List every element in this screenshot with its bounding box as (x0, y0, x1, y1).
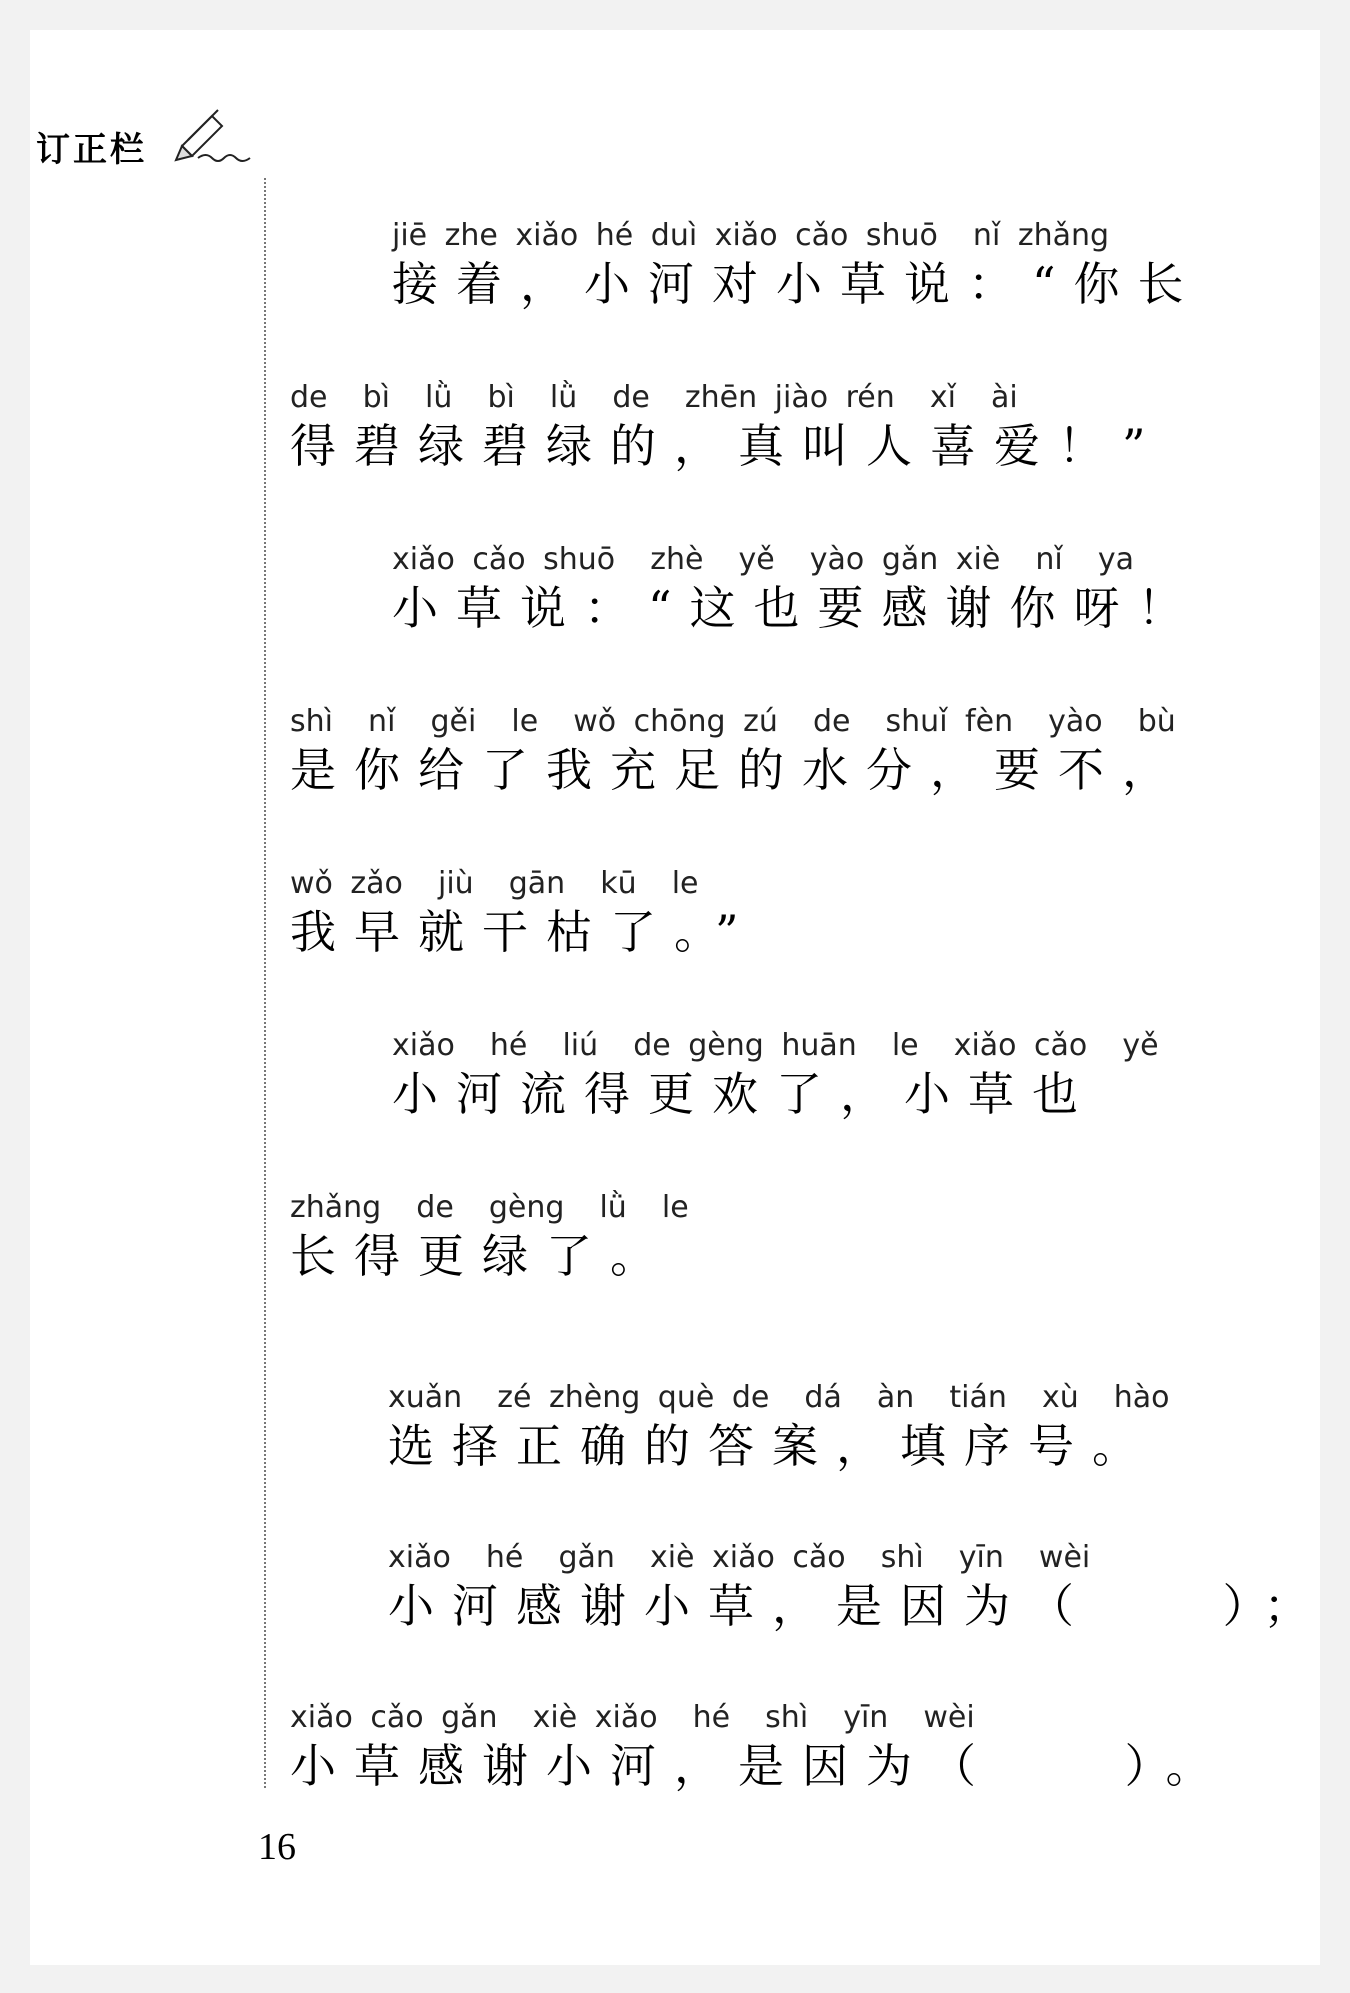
pinyin-line: xiǎo hé liú de gèng huān le xiǎo cǎo yě (392, 1028, 1159, 1063)
passage-line-2 (290, 380, 1164, 476)
passage-line-3 (392, 542, 1202, 638)
exercise-question-2 (290, 1700, 1230, 1796)
passage-line-5 (290, 866, 757, 962)
margin-divider (264, 178, 266, 1788)
passage-line-7 (290, 1190, 689, 1286)
pinyin-line: jiē zhe xiǎo hé duì xiǎo cǎo shuō nǐ zhǎng (392, 218, 1110, 253)
hanzi-line: 得碧绿碧绿的，真叫人喜爱！” (290, 419, 1164, 473)
hanzi-line: 小草感谢小河，是因为（ ）。 (290, 1739, 1230, 1793)
exercise-instruction (388, 1380, 1170, 1476)
pinyin-line: zhǎng de gèng lǜ le (290, 1190, 689, 1225)
pinyin-line: wǒ zǎo jiù gān kū le (290, 866, 699, 901)
workbook-page (30, 30, 1320, 1965)
pinyin-line: xiǎo hé gǎn xiè xiǎo cǎo shì yīn wèi (388, 1540, 1091, 1575)
page-number: 16 (258, 1826, 296, 1868)
exercise-question-1 (388, 1540, 1328, 1636)
correction-column-title: 订正栏 (36, 130, 147, 170)
pinyin-line: xiǎo cǎo shuō zhè yě yào gǎn xiè nǐ ya (392, 542, 1134, 577)
hanzi-line: 是你给了我充足的水分，要不， (290, 743, 1186, 797)
hanzi-line: 我早就干枯了。” (290, 905, 757, 959)
hanzi-line: 小河流得更欢了，小草也 (392, 1067, 1096, 1121)
hanzi-line: 选择正确的答案，填序号。 (388, 1419, 1156, 1473)
pinyin-line: shì nǐ gěi le wǒ chōng zú de shuǐ fèn yào bù (290, 704, 1176, 739)
pinyin-line: de bì lǜ bì lǜ de zhēn jiào rén xǐ ài (290, 380, 1018, 415)
hanzi-line: 小草说：“这也要感谢你呀！ (392, 581, 1202, 635)
passage-line-1 (392, 218, 1202, 314)
hanzi-line: 小河感谢小草，是因为（ ）； (388, 1579, 1328, 1633)
passage-line-6 (392, 1028, 1159, 1124)
pinyin-line: xiǎo cǎo gǎn xiè xiǎo hé shì yīn wèi (290, 1700, 975, 1735)
hanzi-line: 接着，小河对小草说：“你长 (392, 257, 1202, 311)
pencil-icon (168, 108, 258, 168)
pinyin-line: xuǎn zé zhèng què de dá àn tián xù hào (388, 1380, 1170, 1415)
hanzi-line: 长得更绿了。 (290, 1229, 674, 1283)
passage-line-4 (290, 704, 1186, 800)
